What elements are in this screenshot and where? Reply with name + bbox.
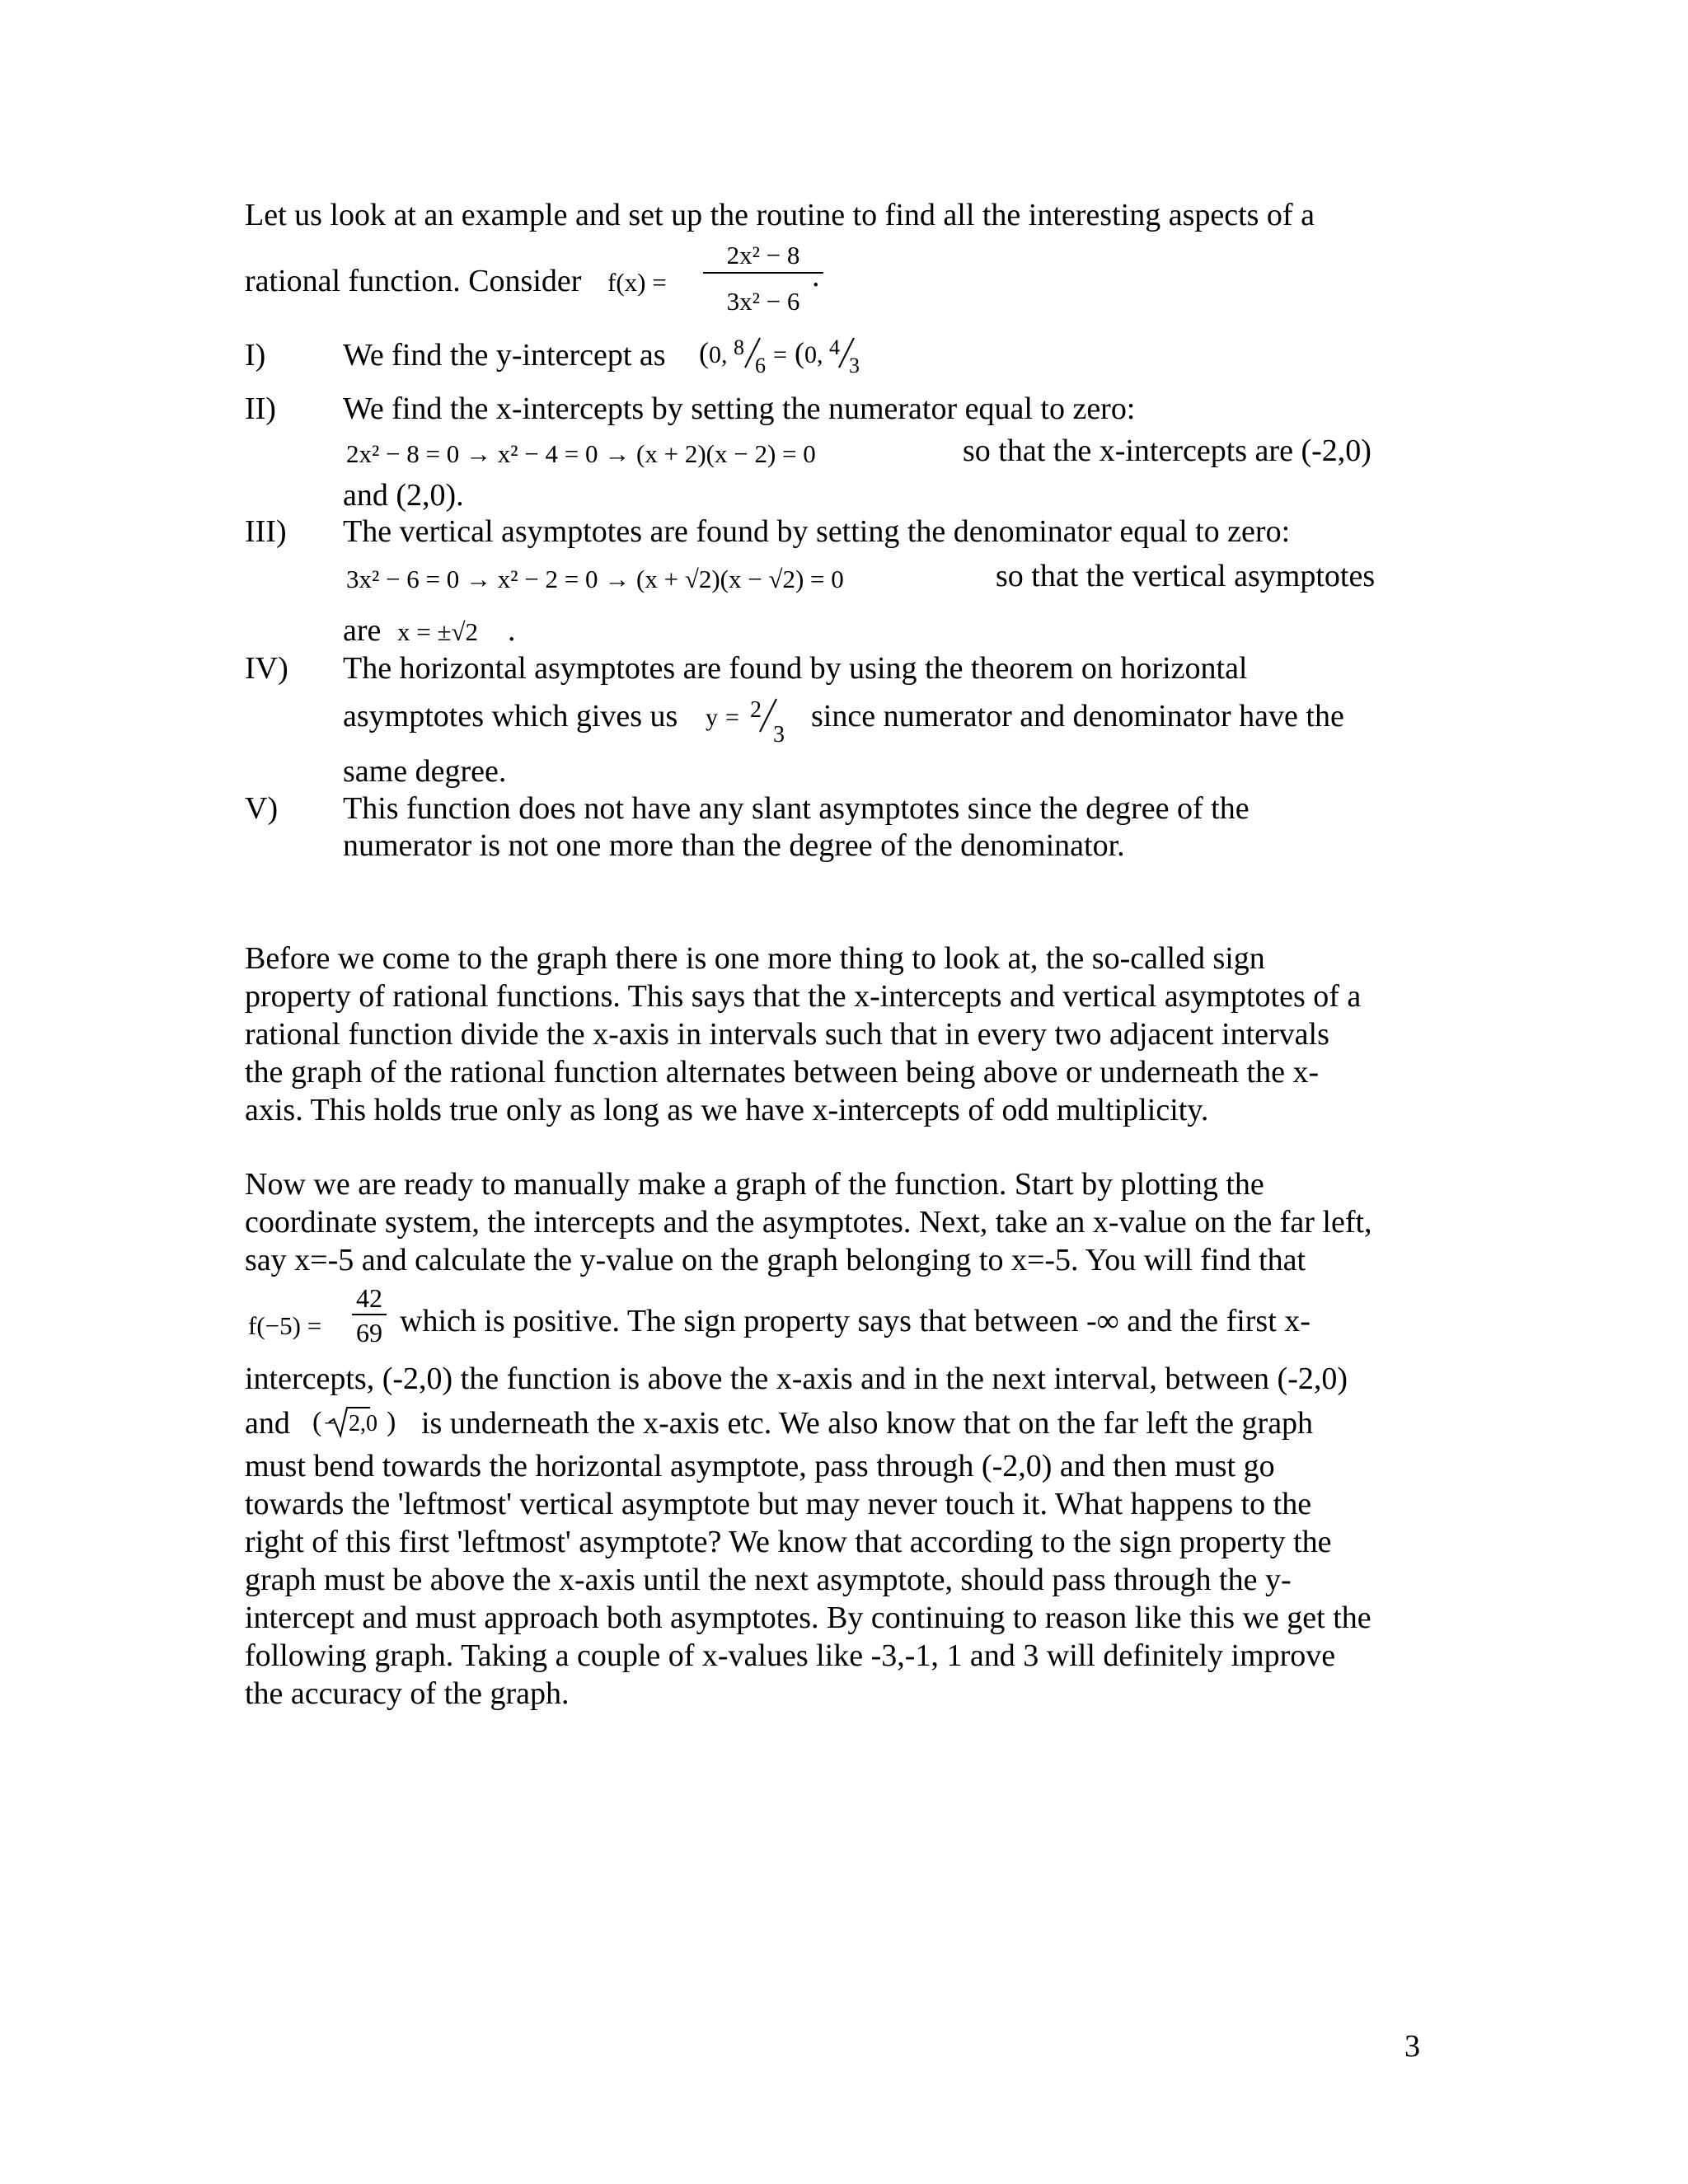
- step-4-text: The horizontal asymptotes are found by using the theorem on horizontal: [343, 651, 1248, 686]
- svg-text:4: 4: [829, 335, 840, 359]
- sqrt-point-math: [311, 1401, 418, 1442]
- svg-text:y: y: [706, 704, 718, 731]
- step-label-2: II): [245, 391, 276, 426]
- step-label-1: I): [245, 338, 266, 373]
- step-label-5: V): [245, 791, 279, 826]
- graph-para-f5-line: [245, 1282, 1481, 1365]
- graph-para-line-after-3: right of this first 'leftmost' asymptote? We know that according to the sign property the: [245, 1525, 1332, 1559]
- svg-text:=: =: [725, 704, 739, 731]
- f-minus-5-after: which is positive. The sign property says that between -∞ and the first x-: [400, 1304, 1311, 1338]
- svg-text:3: 3: [773, 722, 785, 748]
- step-3-cont-math: x = ±√2: [397, 617, 479, 646]
- graph-para-intercepts-line: intercepts, (-2,0) the function is above the x-axis and in the next interval, between (-2,0): [245, 1361, 1348, 1396]
- intro-line-1: Let us look at an example and set up the routine to find all the interesting aspects of a: [245, 198, 1315, 232]
- step-5-text: This function does not have any slant asymptotes since the degree of the: [343, 791, 1250, 826]
- graph-para-and-line: [245, 1401, 1481, 1442]
- graph-para-line-1: Now we are ready to manually make a graph of the function. Start by plotting the: [245, 1167, 1264, 1202]
- svg-text:0,: 0,: [804, 341, 823, 368]
- step-3-text: The vertical asymptotes are found by setting the denominator equal to zero:: [343, 514, 1291, 549]
- graph-para-line-after-4: graph must be above the x-axis until the next asymptote, should pass through the y-: [245, 1563, 1292, 1597]
- f-minus-5-numerator: 42: [352, 1282, 387, 1315]
- graph-para-line-3: say x=-5 and calculate the y-value on the graph belonging to x=-5. You will find that: [245, 1243, 1306, 1277]
- intro-period: .: [812, 259, 820, 293]
- svg-text:): ): [387, 1407, 396, 1437]
- svg-text:2: 2: [750, 697, 762, 723]
- step-2-text: We find the x-intercepts by setting the numerator equal to zero:: [343, 391, 1136, 426]
- sign-para-line-2: property of rational functions. This says that the x-intercepts and vertical asymptotes of a: [245, 979, 1362, 1014]
- svg-text:3: 3: [849, 354, 860, 377]
- graph-para-and-pre: and: [245, 1406, 290, 1441]
- svg-text:=: =: [773, 341, 787, 368]
- page-number: 3: [1404, 2029, 1420, 2064]
- f-minus-5-name: f(−5) =: [248, 1311, 322, 1340]
- vertical-asymptote-math: 3x² − 6 = 0 → x² − 2 = 0 → (x + √2)(x − √2) = 0: [346, 565, 844, 593]
- intro-line-2-text: rational function. Consider: [245, 264, 582, 298]
- svg-text:0,: 0,: [709, 341, 728, 368]
- svg-text:(: (: [795, 336, 804, 369]
- horizontal-asymptote-math: [704, 692, 795, 750]
- graph-para-line-after-5: intercept and must approach both asymptotes. By continuing to reason like this we get the: [245, 1601, 1372, 1635]
- step-label-3: III): [245, 514, 287, 549]
- function-numerator: 2x² − 8: [703, 239, 823, 274]
- svg-text:(: (: [699, 336, 709, 369]
- x-intercept-math: 2x² − 8 = 0 → x² − 4 = 0 → (x + 2)(x − 2) = 0: [346, 439, 816, 468]
- step-4-line2-pre: asymptotes which gives us: [343, 699, 678, 733]
- step-4-line-3: same degree.: [343, 754, 507, 789]
- step-3-after: so that the vertical asymptotes: [996, 559, 1376, 593]
- step-4-line2-post: since numerator and denominator have the: [811, 699, 1344, 733]
- graph-para-and-post: is underneath the x-axis etc. We also know that on the far left the graph: [421, 1406, 1314, 1441]
- step-4-line-2: [343, 692, 1497, 750]
- step-3-cont-post: .: [508, 613, 516, 648]
- graph-para-line-after-6: following graph. Taking a couple of x-values like -3,-1, 1 and 3 will definitely improve: [245, 1638, 1336, 1673]
- step-3-cont-pre: are: [343, 613, 382, 648]
- step-2-after: so that the x-intercepts are (-2,0): [963, 434, 1372, 468]
- function-name: f(x) =: [607, 268, 667, 297]
- step-label-4: IV): [245, 651, 288, 686]
- y-intercept-math: [697, 330, 862, 379]
- svg-text:8: 8: [734, 335, 744, 359]
- function-denominator: 3x² − 6: [726, 287, 800, 316]
- f-minus-5-denominator: 69: [356, 1318, 382, 1347]
- step-1-text: We find the y-intercept as: [343, 338, 666, 373]
- graph-para-line-after-7: the accuracy of the graph.: [245, 1676, 570, 1711]
- step-2-cont: and (2,0).: [343, 478, 464, 513]
- svg-text:−: −: [324, 1411, 337, 1436]
- step-5-line-2: numerator is not one more than the degree of the denominator.: [343, 828, 1125, 863]
- graph-para-line-2: coordinate system, the intercepts and the asymptotes. Next, take an x-value on the far left,: [245, 1205, 1372, 1240]
- sign-para-line-1: Before we come to the graph there is one more thing to look at, the so-called sign: [245, 941, 1265, 976]
- graph-para-line-after-1: must bend towards the horizontal asymptote, pass through (-2,0) and then must go: [245, 1449, 1275, 1483]
- svg-text:2,0: 2,0: [349, 1411, 377, 1436]
- sign-para-line-4: the graph of the rational function alternates between being above or underneath the x-: [245, 1055, 1320, 1090]
- svg-text:(: (: [312, 1407, 322, 1437]
- sign-para-line-5: axis. This holds true only as long as we have x-intercepts of odd multiplicity.: [245, 1093, 1209, 1127]
- sign-para-line-3: rational function divide the x-axis in intervals such that in every two adjacent intervals: [245, 1017, 1329, 1052]
- svg-text:6: 6: [755, 354, 766, 377]
- graph-para-line-after-2: towards the 'leftmost' vertical asymptote but may never touch it. What happens to the: [245, 1487, 1312, 1521]
- step-1: [343, 330, 1497, 379]
